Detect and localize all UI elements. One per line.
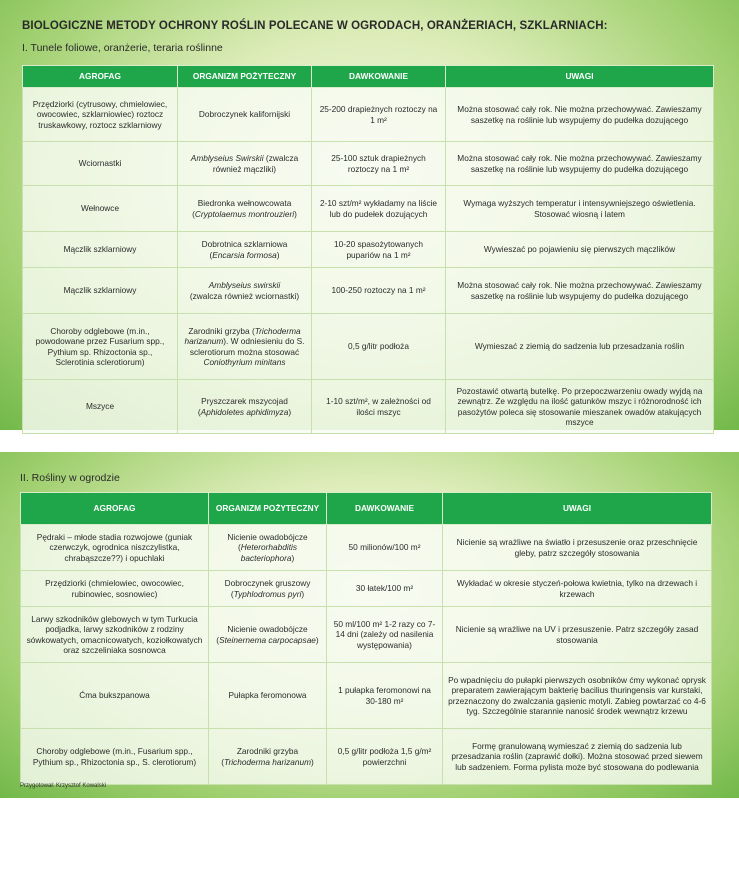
latin-name: Trichoderma harizanum xyxy=(224,756,311,767)
cell-uwagi: Wymaga wyższych temperatur i intensywniejszego oświetlenia. Stosować wiosną i latem xyxy=(446,186,714,232)
cell-agrofag: Choroby odglebowe (m.in., powodowane przez Fusarium spp., Pythium sp. Rhizoctonia sp., Sclerotinia sclerotiorum) xyxy=(23,314,178,380)
cell-organizm: Dobroczynek kalifornijski xyxy=(178,88,312,142)
cell-organizm: Pułapka feromonowa xyxy=(209,663,327,729)
cell-dawkowanie: 25-100 sztuk drapieżnych roztoczy na 1 m² xyxy=(312,142,446,186)
table-row xyxy=(23,314,714,380)
latin-name: Typhlodromus pyri xyxy=(233,588,302,599)
cell-organizm: Dobroczynek gruszowy (Typhlodromus pyri) xyxy=(209,571,327,607)
header-dawkowanie: DAWKOWANIE xyxy=(312,66,446,88)
header-agrofag: AGROFAG xyxy=(21,493,209,525)
cell-organizm: Biedronka wełnowcowata (Cryptolaemus montrouzieri) xyxy=(178,186,312,232)
cell-dawkowanie: 30 łatek/100 m² xyxy=(327,571,443,607)
cell-uwagi: Pozostawić otwartą butelkę. Po przepoczwarzeniu owady wyjdą na zewnątrz. Ze względu na ilość gatunków mszyc i różnorodność ich pasożytów poleca się stosowanie mieszanek owadów atakujących mszyce xyxy=(446,380,714,434)
cell-uwagi: Wymieszać z ziemią do sadzenia lub przesadzania roślin xyxy=(446,314,714,380)
section-1-panel xyxy=(0,0,739,430)
section-2-table xyxy=(20,492,712,785)
cell-uwagi: Nicienie są wrażliwe na UV i przesuszenie. Patrz szczegóły zasad stosowania xyxy=(443,607,712,663)
cell-organizm: Nicienie owadobójcze (Heterorhabditis bacteriophora) xyxy=(209,525,327,571)
cell-uwagi: Można stosować cały rok. Nie można przechowywać. Zawieszamy saszetkę na roślinie lub wsypujemy do pudełka dozującego xyxy=(446,142,714,186)
cell-agrofag: Wełnowce xyxy=(23,186,178,232)
cell-uwagi: Można stosować cały rok. Nie można przechowywać. Zawieszamy saszetkę na roślinie lub wsypujemy do pudełka dozującego xyxy=(446,88,714,142)
table-row xyxy=(23,232,714,268)
table-row xyxy=(23,186,714,232)
latin-name: Amblyseius Swirskii xyxy=(190,153,264,164)
cell-agrofag: Mszyce xyxy=(23,380,178,434)
cell-dawkowanie: 50 ml/100 m² 1-2 razy co 7-14 dni (zależy od nasilenia występowania) xyxy=(327,607,443,663)
cell-organizm: Dobrotnica szklarniowa (Encarsia formosa) xyxy=(178,232,312,268)
header-agrofag: AGROFAG xyxy=(23,66,178,88)
cell-dawkowanie: 0,5 g/litr podłoża xyxy=(312,314,446,380)
cell-dawkowanie: 0,5 g/litr podłoża 1,5 g/m² powierzchni xyxy=(327,729,443,785)
cell-dawkowanie: 1-10 szt/m², w zależności od ilości mszyc xyxy=(312,380,446,434)
cell-organizm: Pryszczarek mszycojad (Aphidoletes aphidimyza) xyxy=(178,380,312,434)
section-1-table xyxy=(22,65,714,434)
latin-name: Cryptolaemus montrouzieri xyxy=(194,208,295,219)
cell-agrofag: Ćma bukszpanowa xyxy=(21,663,209,729)
cell-dawkowanie: 2-10 szt/m² wykładamy na liście lub do pudełek dozujących xyxy=(312,186,446,232)
cell-agrofag: Pędraki – młode stadia rozwojowe (guniak czerwczyk, ogrodnica niszczylistka, chrabąszcze??) i opuchlaki xyxy=(21,525,209,571)
cell-uwagi: Formę granulowaną wymieszać z ziemią do sadzenia lub przesadzania roślin (zaprawić dołki). Można stosować przed siewem lub sadzeniem. Forma pylista może być stosowana do podlewania xyxy=(443,729,712,785)
table-row xyxy=(23,88,714,142)
cell-organizm: Amblyseius swirskii (zwalcza również wciornastki) xyxy=(178,268,312,314)
table-row xyxy=(21,525,712,571)
table-row xyxy=(21,607,712,663)
cell-uwagi: Można stosować cały rok. Nie można przechowywać. Zawieszamy saszetkę na roślinie lub wsypujemy do pudełka dozującego xyxy=(446,268,714,314)
section-2-panel xyxy=(0,452,739,798)
latin-name: Heterorhabditis bacteriophora xyxy=(240,542,298,563)
table-row xyxy=(23,268,714,314)
cell-dawkowanie: 1 pułapka feromonowi na 30-180 m² xyxy=(327,663,443,729)
cell-dawkowanie: 100-250 roztoczy na 1 m² xyxy=(312,268,446,314)
header-uwagi: UWAGI xyxy=(446,66,714,88)
latin-name: Amblyseius swirskii xyxy=(208,280,281,291)
section-2-title: II. Rośliny w ogrodzie xyxy=(20,472,120,484)
cell-uwagi: Wywieszać po pojawieniu się pierwszych mączlików xyxy=(446,232,714,268)
cell-agrofag: Larwy szkodników glebowych w tym Turkucia podjadka, larwy szkodników z rodziny sówkowatych, omacnicowatych, koziołkowatych oraz szczeliniaka sosnowca xyxy=(21,607,209,663)
cell-organizm: Zarodniki grzyba (Trichoderma harizanum). W odniesieniu do S. sclerotiorum można stosować Coniothyrium minitans xyxy=(178,314,312,380)
cell-organizm: Zarodniki grzyba (Trichoderma harizanum) xyxy=(209,729,327,785)
cell-agrofag: Mączlik szklarniowy xyxy=(23,232,178,268)
header-uwagi: UWAGI xyxy=(443,493,712,525)
table-row xyxy=(23,380,714,434)
cell-agrofag: Mączlik szklarniowy xyxy=(23,268,178,314)
latin-name: Aphidoletes aphidimyza xyxy=(200,406,289,417)
table-row xyxy=(23,142,714,186)
cell-dawkowanie: 25-200 drapieżnych roztoczy na 1 m² xyxy=(312,88,446,142)
header-dawkowanie: DAWKOWANIE xyxy=(327,493,443,525)
author-credit: Przygotował: Krzysztof Kowalski xyxy=(20,783,107,789)
page-title: BIOLOGICZNE METODY OCHRONY ROŚLIN POLECANE W OGRODACH, ORANŻERIACH, SZKLARNIACH: xyxy=(22,20,608,32)
cell-agrofag: Wciornastki xyxy=(23,142,178,186)
table-row xyxy=(21,663,712,729)
cell-organizm: Nicienie owadobójcze (Steinernema carpocapsae) xyxy=(209,607,327,663)
latin-name: Trichoderma harizanum xyxy=(184,326,301,347)
cell-agrofag: Przędziorki (cytrusowy, chmielowiec, owocowiec, szklarniowiec) roztocz truskawkowy, roztocz szklarniowy xyxy=(23,88,178,142)
cell-uwagi: Nicienie są wrażliwe na światło i przesuszenie oraz przeschnięcie gleby, patrz szczegóły stosowania xyxy=(443,525,712,571)
cell-agrofag: Przędziorki (chmielowiec, owocowiec, rubinowiec, sosnowiec) xyxy=(21,571,209,607)
latin-name: Steinernema carpocapsae xyxy=(219,634,316,645)
cell-uwagi: Wykładać w okresie styczeń-połowa kwietnia, tylko na drzewach i krzewach xyxy=(443,571,712,607)
table-row xyxy=(21,729,712,785)
latin-name: Encarsia formosa xyxy=(212,249,277,260)
cell-dawkowanie: 10-20 spasożytowanych pupariów na 1 m² xyxy=(312,232,446,268)
header-organizm: ORGANIZM POŻYTECZNY xyxy=(209,493,327,525)
table-row xyxy=(21,571,712,607)
latin-name: Coniothyrium minitans xyxy=(203,356,286,367)
header-organizm: ORGANIZM POŻYTECZNY xyxy=(178,66,312,88)
cell-agrofag: Choroby odglebowe (m.in., Fusarium spp., Pythium sp., Rhizoctonia sp., S. clerotiorum) xyxy=(21,729,209,785)
cell-dawkowanie: 50 milionów/100 m² xyxy=(327,525,443,571)
section-1-title: I. Tunele foliowe, oranżerie, teraria roślinne xyxy=(22,42,223,54)
cell-organizm: Amblyseius Swirskii (zwalcza również mączliki) xyxy=(178,142,312,186)
cell-uwagi: Po wpadnięciu do pułapki pierwszych osobników ćmy wykonać oprysk preparatem zawierającym bakterię bacilius thuringensis var kurstaki, przeznaczony do zwalczania gąsienic motyli. Zabieg powtarzać co 4-6 tyg. Szczególnie starannie nanosić środek wewnątrz krzewu xyxy=(443,663,712,729)
